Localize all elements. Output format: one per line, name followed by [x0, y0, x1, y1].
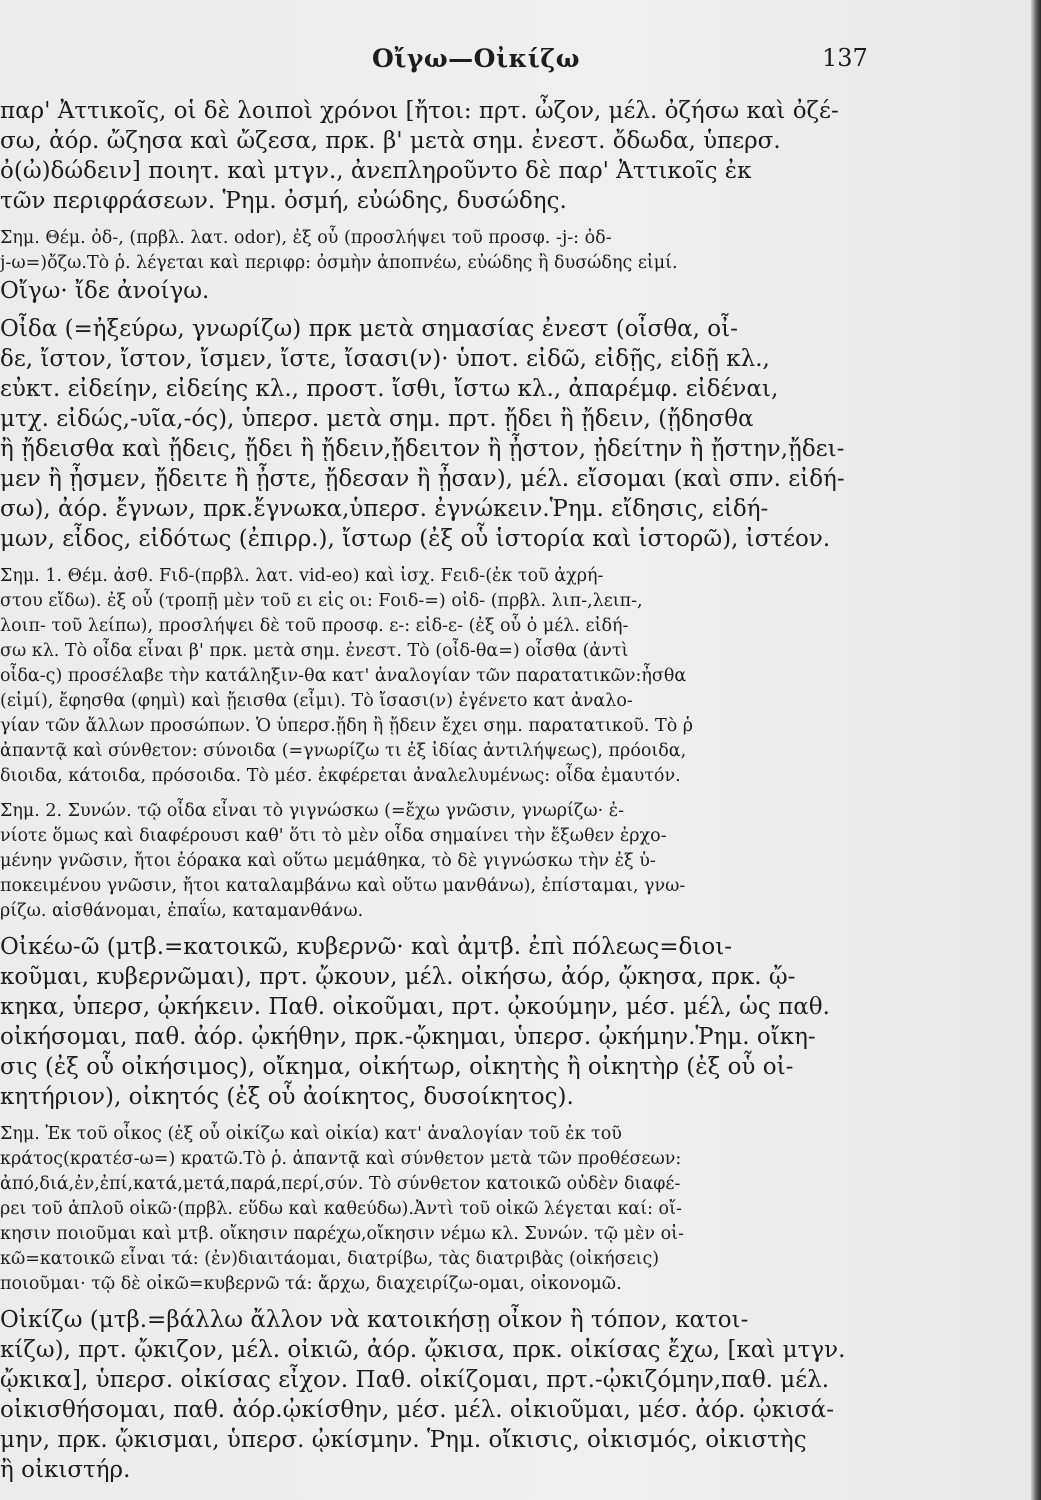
entry-line: σω), ἀόρ. ἔγνων, πρκ.ἔγνωκα,ὑπερσ. ἐγνώκειν.Ῥημ. εἴδησις, εἰδή-	[0, 496, 769, 522]
entry-line: ἢ οἰκιστήρ.	[0, 1457, 131, 1483]
entry-line: δε, ἴστον, ἴστον, ἴσμεν, ἴστε, ἴσασι(ν)· ὑποτ. εἰδῶ, εἰδῇς, εἰδῇ κλ.,	[0, 346, 770, 372]
block-spacer	[0, 1112, 930, 1122]
note-line: διοιδα, κάτοιδα, πρόσοιδα. Τὸ μέσ. ἐκφέρεται ἀναλελυμένως: οἶδα ἐμαυτόν.	[0, 766, 681, 786]
note-line: ρίζω. αἰσθάνομαι, ἐπαΐω, καταμανθάνω.	[0, 901, 364, 921]
note-line: κησιν ποιοῦμαι καὶ μτβ. οἴκησιν παρέχω,οἴκησιν νέμω κλ. Συνών. τῷ μὲν οἰ-	[0, 1224, 684, 1244]
entry-line: μων, εἶδος, εἰδότως (ἐπιρρ.), ἴστωρ (ἐξ οὗ ἱστορία καὶ ἱστορῶ), ἰστέον.	[0, 526, 831, 552]
note-line: γίαν τῶν ἄλλων προσώπων. Ὁ ὑπερσ.ᾔδη ἢ ᾔδειν ἔχει σημ. παρατατικοῦ. Τὸ ῥ	[0, 716, 694, 736]
note-line: κράτος(κρατέσ-ω=) κρατῶ.Τὸ ῥ. ἀπαντᾷ καὶ σύνθετον μετὰ τῶν προθέσεων:	[0, 1149, 682, 1169]
entry-line: Οἰκίζω (μτβ.=βάλλω ἄλλον νὰ κατοικήσῃ οἶκον ἢ τόπον, κατοι-	[0, 1307, 749, 1333]
entry-line: ἢ ᾔδεισθα καὶ ᾔδεις, ᾔδει ἢ ᾔδειν,ᾔδειτον ἢ ᾖστον, ᾐδείτην ἢ ᾔστην,ᾔδει-	[0, 436, 845, 462]
note-line: νίοτε ὅμως καὶ διαφέρουσι καθ' ὅτι τὸ μὲν οἶδα σημαίνει τὴν ἔξωθεν ἐρχο-	[0, 826, 667, 846]
note-line: j-ω=)ὄζω.Τὸ ῥ. λέγεται καὶ περιφρ: ὀσμὴν ἀποπνέω, εὐώδης ἢ δυσώδης εἰμί.	[0, 253, 678, 273]
entry-line: παρ' Ἀττικοῖς, οἱ δὲ λοιποὶ χρόνοι [ἤτοι: πρτ. ὦζον, μέλ. ὀζήσω καὶ ὀζέ-	[0, 98, 839, 124]
note-line: (εἰμί), ἔφησθα (φημὶ) καὶ ᾔεισθα (εἶμι). Τὸ ἴσασι(ν) ἐγένετο κατ ἀναλο-	[0, 691, 633, 711]
block-spacer	[0, 1297, 930, 1305]
entry-line: εὐκτ. εἰδείην, εἰδείης κλ., προστ. ἴσθι, ἴστω κλ., ἀπαρέμφ. εἰδέναι,	[0, 376, 779, 402]
entry-line: σις (ἐξ οὗ οἰκήσιμος), οἴκημα, οἰκήτωρ, οἰκητὴς ἢ οἰκητὴρ (ἐξ οὗ οἰ-	[0, 1054, 794, 1080]
entry-line: κητήριον), οἰκητός (ἐξ οὗ ἀοίκητος, δυσοίκητος).	[0, 1084, 574, 1110]
note-line: Σημ. Ἐκ τοῦ οἶκος (ἐξ οὗ οἰκίζω καὶ οἰκία) κατ' ἀναλογίαν τοῦ ἐκ τοῦ	[0, 1124, 622, 1144]
note-line: σω κλ. Τὸ οἶδα εἶναι β' πρκ. μετὰ σημ. ἐνεστ. Τὸ (οἶδ-θα=) οἶσθα (ἀντὶ	[0, 641, 629, 661]
page-number: 137	[822, 44, 868, 72]
block-spacer	[0, 554, 930, 564]
page-edge-shadow	[1031, 0, 1041, 1500]
note-line: κῶ=κατοικῶ εἶναι τά: (ἐν)διαιτάομαι, διατρίβω, τὰς διατριβὰς (οἰκήσεις)	[0, 1249, 660, 1269]
block-spacer	[0, 924, 930, 932]
note-line: Σημ. 1. Θέμ. ἀσθ. Fιδ-(πρβλ. λατ. vid-eo) καὶ ἰσχ. Fειδ-(ἐκ τοῦ ἀχρή-	[0, 566, 604, 586]
entry-line: οἰκήσομαι, παθ. ἀόρ. ᾠκήθην, πρκ.-ᾤκημαι, ὑπερσ. ᾠκήμην.Ῥημ. οἴκη-	[0, 1024, 816, 1050]
dictionary-text	[0, 96, 930, 1483]
note-line: Σημ. 2. Συνών. τῷ οἶδα εἶναι τὸ γιγνώσκω (=ἔχω γνῶσιν, γνωρίζω· ἐ-	[0, 801, 625, 821]
note-line: στου εἴδω). ἐξ οὗ (τροπῇ μὲν τοῦ ει εἰς οι: Fοιδ-=) οἰδ- (πρβλ. λιπ-,λειπ-,	[0, 591, 643, 611]
entry-line: ὀ(ὠ)δώδειν] ποιητ. καὶ μτγν., ἀνεπληροῦντο δὲ παρ' Ἀττικοῖς ἐκ	[0, 158, 752, 184]
note-line: ἀπό,διά,ἐν,ἐπί,κατά,μετά,παρά,περί,σύν. Τὸ σύνθετον κατοικῶ οὐδὲν διαφέ-	[0, 1174, 681, 1194]
entry-line: Οἰκέω-ῶ (μτβ.=κατοικῶ, κυβερνῶ· καὶ ἀμτβ. ἐπὶ πόλεως=διοι-	[0, 934, 732, 960]
entry-line: κίζω), πρτ. ᾤκιζον, μέλ. οἰκιῶ, ἀόρ. ᾤκισα, πρκ. οἰκίσας ἔχω, [καὶ μτγν.	[0, 1337, 846, 1363]
block-spacer	[0, 216, 930, 226]
entry-line: τῶν περιφράσεων. Ῥημ. ὀσμή, εὐώδης, δυσώδης.	[0, 188, 567, 214]
note-line: Σημ. Θέμ. ὀδ-, (πρβλ. λατ. odor), ἐξ οὗ (προσλήψει τοῦ προσφ. -j-: ὀδ-	[0, 228, 612, 248]
entry-line: κηκα, ὑπερσ, ᾠκήκειν. Παθ. οἰκοῦμαι, πρτ. ᾠκούμην, μέσ. μέλ, ὡς παθ.	[0, 994, 830, 1020]
note-line: ἀπαντᾷ καὶ σύνθετον: σύνοιδα (=γνωρίζω τι ἐξ ἰδίας ἀντιλήψεως), πρόοιδα,	[0, 741, 687, 761]
note-line: μένην γνῶσιν, ἤτοι ἑόρακα καὶ οὕτω μεμάθηκα, τὸ δὲ γιγνώσκω τὴν ἐξ ὑ-	[0, 851, 656, 871]
page-header	[0, 44, 1030, 80]
entry-line: ᾤκικα], ὑπερσ. οἰκίσας εἶχον. Παθ. οἰκίζομαι, πρτ.-ᾠκιζόμην,παθ. μέλ.	[0, 1367, 830, 1393]
running-title: Οἴγω—Οἰκίζω	[372, 44, 581, 73]
entry-line: Οἶδα (=ἠξεύρω, γνωρίζω) πρκ μετὰ σημασίας ἐνεστ (οἶσθα, οἶ-	[0, 316, 738, 342]
entry-line: οἰκισθήσομαι, παθ. ἀόρ.ᾠκίσθην, μέσ. μέλ. οἰκιοῦμαι, μέσ. ἀόρ. ᾠκισά-	[0, 1397, 834, 1423]
block-spacer	[0, 306, 930, 314]
note-line: ρει τοῦ ἁπλοῦ οἰκῶ·(πρβλ. εὕδω καὶ καθεύδω).Ἀντὶ τοῦ οἰκῶ λέγεται καί: οἴ-	[0, 1199, 682, 1219]
entry-line: μεν ἢ ᾖσμεν, ᾔδειτε ἢ ᾖστε, ᾔδεσαν ἢ ᾖσαν), μέλ. εἴσομαι (καὶ σπν. εἰδή-	[0, 466, 845, 492]
entry-line: μτχ. εἰδώς,-υῖα,-ός), ὑπερσ. μετὰ σημ. πρτ. ᾔδει ἢ ᾔδειν, (ᾔδησθα	[0, 406, 754, 432]
entry-line: μην, πρκ. ᾤκισμαι, ὑπερσ. ᾠκίσμην. Ῥημ. οἴκισις, οἰκισμός, οἰκιστὴς	[0, 1427, 807, 1453]
entry-line: κοῦμαι, κυβερνῶμαι), πρτ. ᾤκουν, μέλ. οἰκήσω, ἀόρ, ᾤκησα, πρκ. ᾤ-	[0, 964, 796, 990]
block-spacer	[0, 789, 930, 799]
note-line: ποιοῦμαι· τῷ δὲ οἰκῶ=κυβερνῶ τά: ἄρχω, διαχειρίζω-ομαι, οἰκονομῶ.	[0, 1274, 622, 1294]
entry-line: σω, ἀόρ. ὤζησα καὶ ὤζεσα, πρκ. β' μετὰ σημ. ἐνεστ. ὄδωδα, ὑπερσ.	[0, 128, 781, 154]
note-line: οἶδα-ς) προσέλαβε τὴν κατάληξιν-θα κατ' ἀναλογίαν τῶν παρατατικῶν:ἦσθα	[0, 666, 687, 686]
entry-line: Οἴγω· ἴδε ἀνοίγω.	[0, 278, 210, 304]
note-line: λοιπ- τοῦ λείπω), προσλήψει δὲ τοῦ προσφ. ε-: εἰδ-ε- (ἐξ οὗ ὁ μέλ. εἰδή-	[0, 616, 629, 636]
note-line: ποκειμένου γνῶσιν, ἤτοι καταλαμβάνω καὶ οὕτω μανθάνω), ἐπίσταμαι, γνω-	[0, 876, 686, 896]
